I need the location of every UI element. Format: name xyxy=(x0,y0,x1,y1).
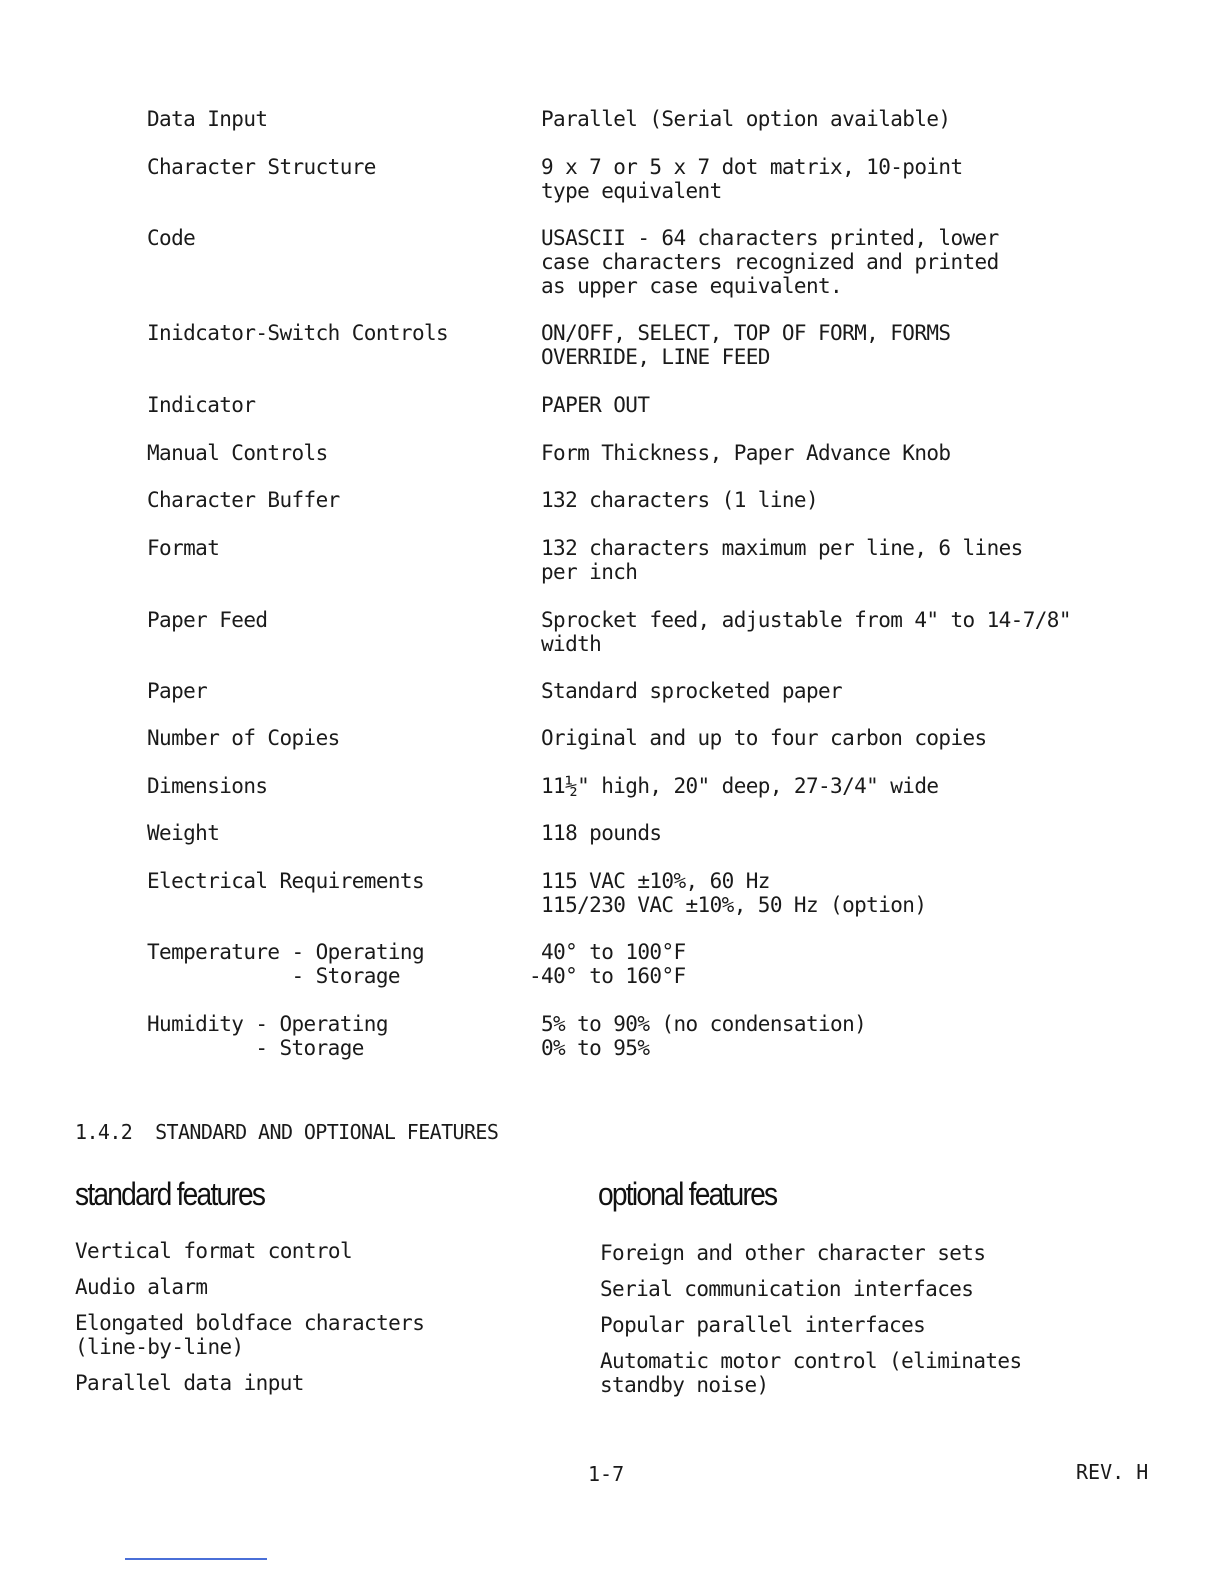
spec-value: 115 VAC ±10%, 60 Hz 115/230 VAC ±10%, 50 Hz (option) xyxy=(541,869,927,917)
spec-value: Parallel (Serial option available) xyxy=(541,107,951,131)
spec-label: Dimensions xyxy=(147,774,268,798)
spec-value: Sprocket feed, adjustable from 4" to 14-7/8" width xyxy=(541,608,1071,656)
spec-label: Paper xyxy=(147,679,208,703)
spec-label: Electrical Requirements xyxy=(147,869,424,893)
spec-label: Temperature - Operating - Storage xyxy=(147,940,424,988)
spec-label: Inidcator-Switch Controls xyxy=(147,321,449,345)
spec-value: Original and up to four carbon copies xyxy=(541,726,987,750)
optional-feature-item: Automatic motor control (eliminates standby noise) xyxy=(600,1349,1022,1397)
spec-value: 132 characters (1 line) xyxy=(541,488,818,512)
spec-label: Character Buffer xyxy=(147,488,340,512)
spec-label: Number of Copies xyxy=(147,726,340,750)
spec-value: 40° to 100°F -40° to 160°F xyxy=(529,940,686,988)
optional-feature-item: Popular parallel interfaces xyxy=(600,1313,926,1337)
spec-label: Manual Controls xyxy=(147,441,328,465)
standard-feature-item: Vertical format control xyxy=(75,1239,352,1263)
scan-artifact-line xyxy=(125,1558,267,1560)
section-heading: 1.4.2 STANDARD AND OPTIONAL FEATURES xyxy=(75,1120,499,1144)
optional-feature-item: Foreign and other character sets xyxy=(600,1241,986,1265)
spec-label: Format xyxy=(147,536,220,560)
spec-value: 9 x 7 or 5 x 7 dot matrix, 10-point type equivalent xyxy=(541,155,963,203)
page-number: 1-7 xyxy=(588,1462,625,1486)
standard-feature-item: Parallel data input xyxy=(75,1371,304,1395)
spec-label: Humidity - Operating - Storage xyxy=(147,1012,388,1060)
spec-value: 132 characters maximum per line, 6 lines per inch xyxy=(541,536,1023,584)
spec-label: Paper Feed xyxy=(147,608,268,632)
spec-value: Form Thickness, Paper Advance Knob xyxy=(541,441,951,465)
spec-label: Character Structure xyxy=(147,155,376,179)
standard-feature-item: Audio alarm xyxy=(75,1275,208,1299)
revision-label: REV. H xyxy=(1076,1460,1149,1484)
spec-value: Standard sprocketed paper xyxy=(541,679,843,703)
spec-label: Code xyxy=(147,226,196,250)
optional-features-list xyxy=(600,1241,1022,1397)
standard-feature-item: Elongated boldface characters (line-by-line) xyxy=(75,1311,425,1359)
spec-value: 11½" high, 20" deep, 27-3/4" wide xyxy=(541,774,939,798)
spec-value: PAPER OUT xyxy=(541,393,650,417)
standard-features-title: standard features xyxy=(75,1176,265,1212)
optional-features-title: optional features xyxy=(598,1176,777,1212)
spec-value: ON/OFF, SELECT, TOP OF FORM, FORMS OVERRIDE, LINE FEED xyxy=(541,321,951,369)
spec-value: 5% to 90% (no condensation) 0% to 95% xyxy=(541,1012,867,1060)
standard-features-list xyxy=(75,1239,424,1395)
spec-label: Indicator xyxy=(147,393,256,417)
spec-label: Weight xyxy=(147,821,220,845)
spec-value: USASCII - 64 characters printed, lower case characters recognized and printed as upper case equivalent. xyxy=(541,226,999,298)
spec-value: 118 pounds xyxy=(541,821,662,845)
optional-feature-item: Serial communication interfaces xyxy=(600,1277,974,1301)
spec-label: Data Input xyxy=(147,107,268,131)
